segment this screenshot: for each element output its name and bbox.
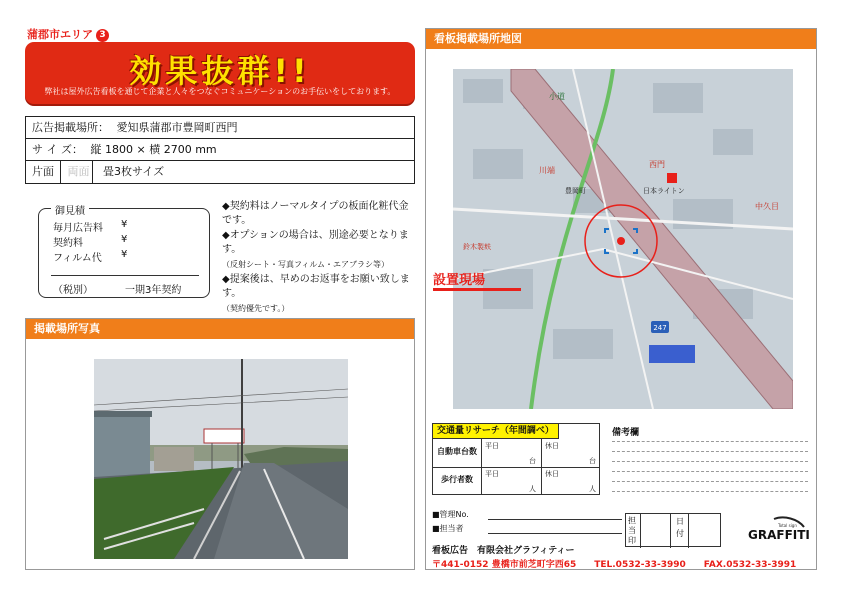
headline: 効果抜群!! (129, 52, 311, 90)
stamp-box (625, 513, 721, 547)
photo-section (25, 318, 415, 570)
side-active: 片面 (32, 165, 54, 178)
traffic-cell (481, 439, 482, 467)
map-label-1: 小道 (549, 92, 565, 101)
estimate-item-label: フィルム代 (53, 253, 102, 264)
map-section-title: 看板掲載場所地図 (426, 29, 816, 49)
map-section (425, 28, 817, 570)
map-label-2: 西門 (649, 160, 665, 169)
remarks-line (612, 461, 808, 462)
date-label: 日付 (676, 517, 684, 538)
side-row (26, 161, 414, 183)
location-map-image (453, 69, 793, 409)
map-label-6: 鈴木製麸 (463, 243, 491, 251)
cell-divider (60, 161, 61, 183)
address: 〒441-0152 豊橋市前芝町字西65 (432, 560, 577, 570)
staff-label: ■担当者 (432, 524, 464, 533)
estimate-item (53, 249, 102, 264)
stamp-label: 担当印 (628, 516, 636, 545)
location-row (26, 117, 414, 139)
size-row (26, 139, 414, 161)
traffic-holiday: 休日 (545, 442, 559, 450)
stamp-divider (688, 514, 689, 548)
area-label: 蒲郡市エリア (27, 28, 93, 41)
remarks-line (612, 451, 808, 452)
company-logo (744, 515, 812, 551)
site-photo-image (94, 359, 348, 559)
estimate-item-value: ¥ (121, 219, 128, 230)
manager-no-label: ■管理No. (432, 510, 469, 519)
estimate-tax: （税別） (53, 285, 93, 296)
estimate-box (38, 208, 210, 298)
note-3-sub: （契約優先です。） (222, 304, 290, 313)
stamp-divider (670, 514, 671, 548)
size-value: 縦 1800 × 横 2700 mm (90, 143, 217, 156)
traffic-cell (541, 439, 542, 467)
tel: TEL.0532-33-3990 (594, 560, 686, 570)
estimate-divider (51, 275, 199, 276)
estimate-item-value: ¥ (121, 249, 128, 260)
area-number-badge: 3 (96, 29, 109, 42)
notes (222, 200, 418, 317)
traffic-table (432, 423, 600, 495)
graffiti-logo-icon (744, 515, 812, 551)
headline-banner (25, 42, 415, 104)
traffic-title: 交通量リサーチ（年間調べ） (433, 424, 559, 439)
svg-text:GRAFFITI: GRAFFITI (748, 528, 810, 542)
traffic-unit: 人 (589, 485, 596, 493)
site-photo (94, 359, 348, 559)
board-size: 畳3枚サイズ (103, 165, 165, 178)
size-label: サ イ ズ： (32, 143, 83, 156)
estimate-item-value: ¥ (121, 234, 128, 245)
estimate-item-label: 契約料 (53, 238, 83, 249)
remarks-line (612, 471, 808, 472)
svg-text:Total sign: Total sign (778, 523, 797, 528)
remarks-line (612, 441, 808, 442)
remarks-line (612, 491, 808, 492)
site-label: 設置現場 (433, 273, 486, 288)
map-label-4: 中久目 (755, 202, 779, 211)
stamp-divider (640, 514, 641, 548)
traffic-unit: 台 (529, 457, 536, 465)
map-label-3: 川端 (539, 166, 555, 175)
estimate-contract: 一期3年契約 (125, 285, 182, 296)
estimate-item (53, 234, 83, 249)
remarks-line (612, 481, 808, 482)
contact-footer (432, 557, 814, 570)
manager-no-field (488, 519, 622, 520)
traffic-divider (433, 467, 599, 468)
map-label-route: 247 (653, 324, 667, 332)
remarks-label: 備考欄 (612, 428, 640, 438)
location-value: 愛知県蒲郡市豊岡町西門 (116, 121, 238, 134)
cell-divider (92, 161, 93, 183)
note-3: ◆提案後は、早めのお返事をお願い致します。 (222, 274, 410, 299)
fax: FAX.0532-33-3991 (703, 560, 797, 570)
estimate-item (53, 219, 103, 234)
info-table (25, 116, 415, 184)
traffic-row-label: 歩行者数 (441, 475, 473, 484)
location-map (453, 69, 793, 409)
traffic-unit: 台 (589, 457, 596, 465)
traffic-unit: 人 (529, 485, 536, 493)
note-1: ◆契約料はノーマルタイプの板面化粧代金です。 (222, 201, 409, 226)
traffic-holiday: 休日 (545, 470, 559, 478)
map-label-5: 豊岡町 (565, 187, 586, 195)
location-label: 広告掲載場所： (32, 121, 109, 134)
photo-section-title: 掲載場所写真 (26, 319, 414, 339)
note-2: ◆オプションの場合は、別途必要となります。 (222, 230, 409, 255)
note-2-sub: （反射シート・写真フィルム・エアブラシ等） (222, 260, 390, 269)
estimate-title: 御見積 (51, 202, 89, 217)
traffic-weekday: 平日 (485, 442, 499, 450)
area-tag (27, 26, 109, 42)
traffic-cell (481, 467, 482, 495)
company-name: 看板広告 有限会社グラフィティー (432, 546, 575, 556)
tagline: 弊社は屋外広告看板を通じて企業と人々をつなぐコミュニケーションのお手伝いをしております。 (44, 87, 396, 96)
staff-field (488, 533, 622, 534)
site-label-underline (433, 288, 521, 291)
traffic-row-label: 自動車台数 (437, 447, 477, 456)
map-label-7: 日本ライトン (643, 187, 685, 195)
traffic-weekday: 平日 (485, 470, 499, 478)
estimate-item-label: 毎月広告料 (53, 223, 103, 234)
traffic-cell (541, 467, 542, 495)
side-inactive: 両面 (67, 165, 90, 178)
